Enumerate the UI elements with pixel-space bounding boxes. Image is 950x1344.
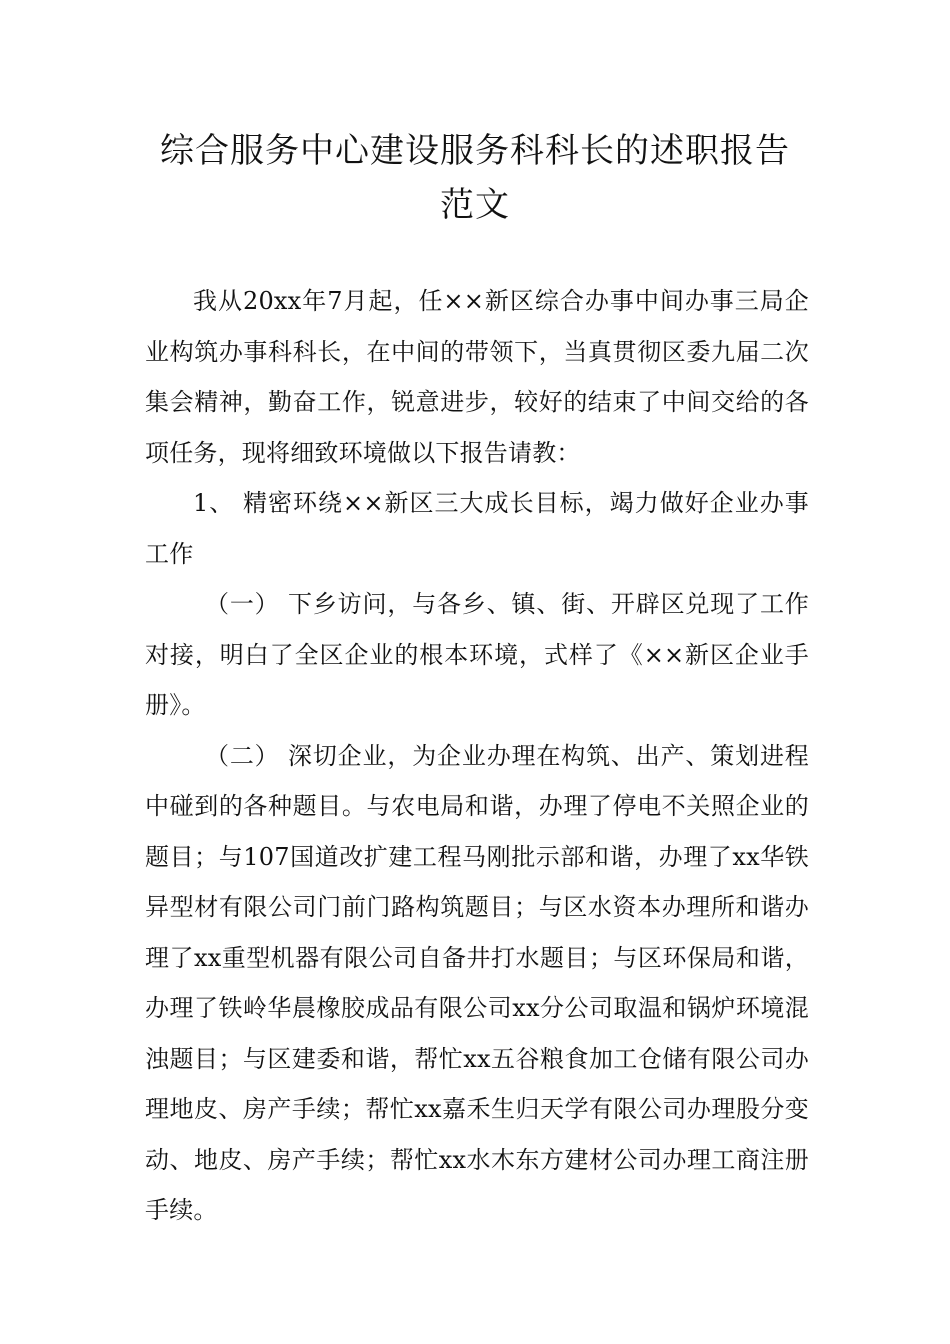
- intro-paragraph: 我从20xx年7月起，任××新区综合办事中间办事三局企业构筑办事科科长，在中间的带领下，当真贯彻区委九届二次集会精神，勤奋工作，锐意进步，较好的结束了中间交给的各项任务，现将细致环境做以下报告请教：: [145, 287, 809, 467]
- subsection-paragraph-1: （一） 下乡访问，与各乡、镇、街、开辟区兑现了工作对接，明白了全区企业的根本环境，式样了《××新区企业手册》。: [145, 590, 809, 719]
- title-line-1: 综合服务中心建设服务科科长的述职报告: [160, 131, 790, 171]
- section-heading-1: 1、 精密环绕××新区三大成长目标，竭力做好企业办事工作: [145, 489, 809, 568]
- document-body: [145, 276, 809, 1236]
- subsection-paragraph-2: （二） 深切企业，为企业办理在构筑、出产、策划进程中碰到的各种题目。与农电局和谐，办理了停电不关照企业的题目；与107国道改扩建工程马刚批示部和谐，办理了xx华铁异型材有限公司门前门路构筑题目；与区水资本办理所和谐办理了xx重型机器有限公司自备井打水题目；与区环保局和谐，办理了铁岭华晨橡胶成品有限公司xx分公司取温和锅炉环境混浊题目；与区建委和谐，帮忙xx五谷粮食加工仓储有限公司办理地皮、房产手续；帮忙xx嘉禾生归天学有限公司办理股分变动、地皮、房产手续；帮忙xx水木东方建材公司办理工商注册手续。: [145, 741, 809, 1224]
- document-title: [120, 124, 830, 232]
- title-line-2: 范文: [440, 185, 510, 225]
